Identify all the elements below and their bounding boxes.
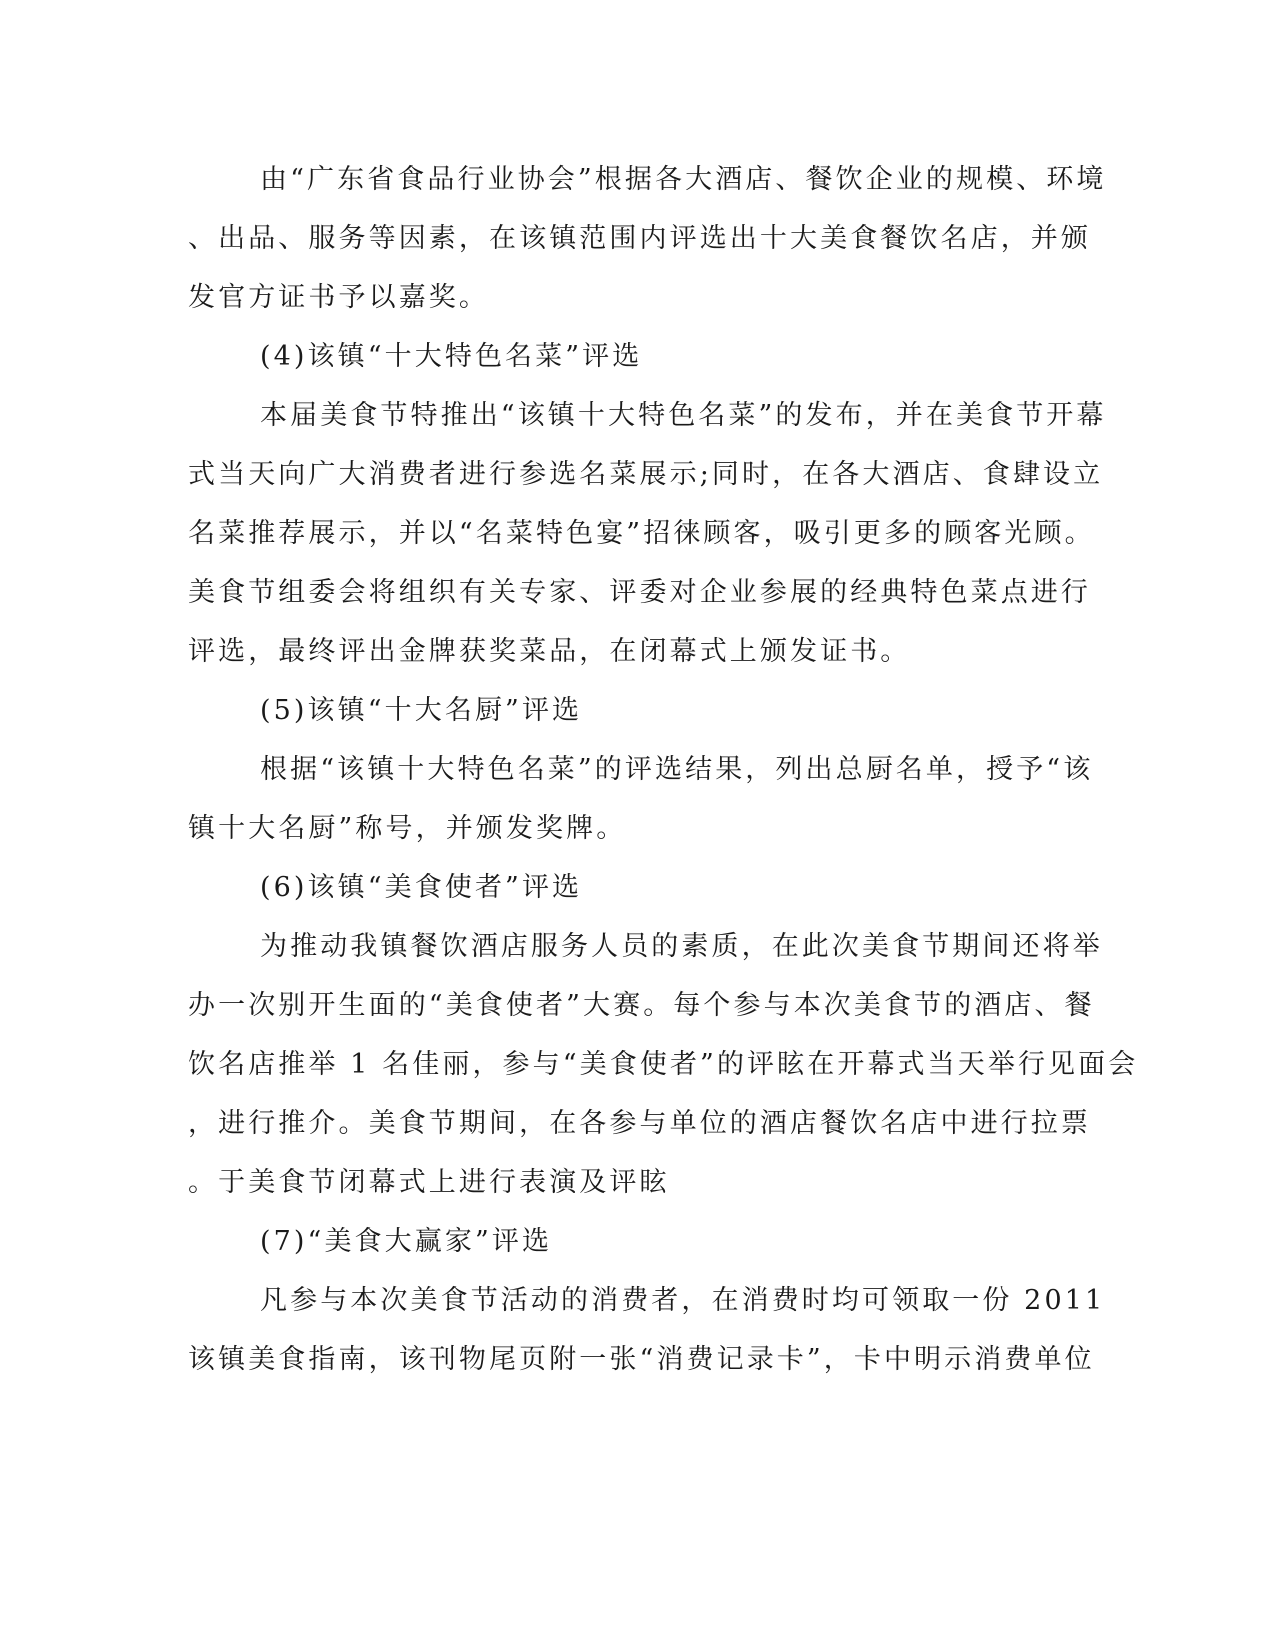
paragraph-line: 该镇美食指南，该刊物尾页附一张“消费记录卡”，卡中明示消费单位 [188, 1344, 1095, 1375]
paragraph-line: 饮名店推举 1 名佳丽，参与“美食使者”的评眩在开幕式当天举行见面会 [188, 1049, 1139, 1080]
paragraph-line: 凡参与本次美食节活动的消费者，在消费时均可领取一份 2011 [260, 1285, 1106, 1316]
paragraph-line: 镇十大名厨”称号，并颁发奖牌。 [188, 813, 627, 844]
paragraph-line: 办一次别开生面的“美食使者”大赛。每个参与本次美食节的酒店、餐 [188, 990, 1095, 1021]
paragraph-line: 本届美食节特推出“该镇十大特色名菜”的发布，并在美食节开幕 [260, 400, 1107, 431]
paragraph-line: 式当天向广大消费者进行参选名菜展示;同时，在各大酒店、食肆设立 [188, 459, 1104, 490]
section-heading: (6)该镇“美食使者”评选 [260, 872, 583, 903]
paragraph-line: 为推动我镇餐饮酒店服务人员的素质，在此次美食节期间还将举 [260, 931, 1103, 962]
paragraph-line: ，进行推介。美食节期间，在各参与单位的酒店餐饮名店中进行拉票 [188, 1108, 1091, 1139]
section-heading: (7)“美食大赢家”评选 [260, 1226, 553, 1257]
section-heading: (4)该镇“十大特色名菜”评选 [260, 341, 643, 372]
paragraph-line: 根据“该镇十大特色名菜”的评选结果，列出总厨名单，授予“该 [260, 754, 1094, 785]
paragraph-line: 名菜推荐展示，并以“名菜特色宴”招徕顾客，吸引更多的顾客光顾。 [188, 518, 1095, 549]
paragraph-line: 、出品、服务等因素，在该镇范围内评选出十大美食餐饮名店，并颁 [188, 223, 1091, 254]
paragraph-line: 美食节组委会将组织有关专家、评委对企业参展的经典特色菜点进行 [188, 577, 1091, 608]
paragraph-line: 评选，最终评出金牌获奖菜品，在闭幕式上颁发证书。 [188, 636, 911, 667]
paragraph-line: 发官方证书予以嘉奖。 [188, 282, 489, 313]
paragraph-line: 由“广东省食品行业协会”根据各大酒店、餐饮企业的规模、环境 [260, 164, 1107, 195]
section-heading: (5)该镇“十大名厨”评选 [260, 695, 583, 726]
paragraph-line: 。于美食节闭幕式上进行表演及评眩 [188, 1167, 670, 1198]
